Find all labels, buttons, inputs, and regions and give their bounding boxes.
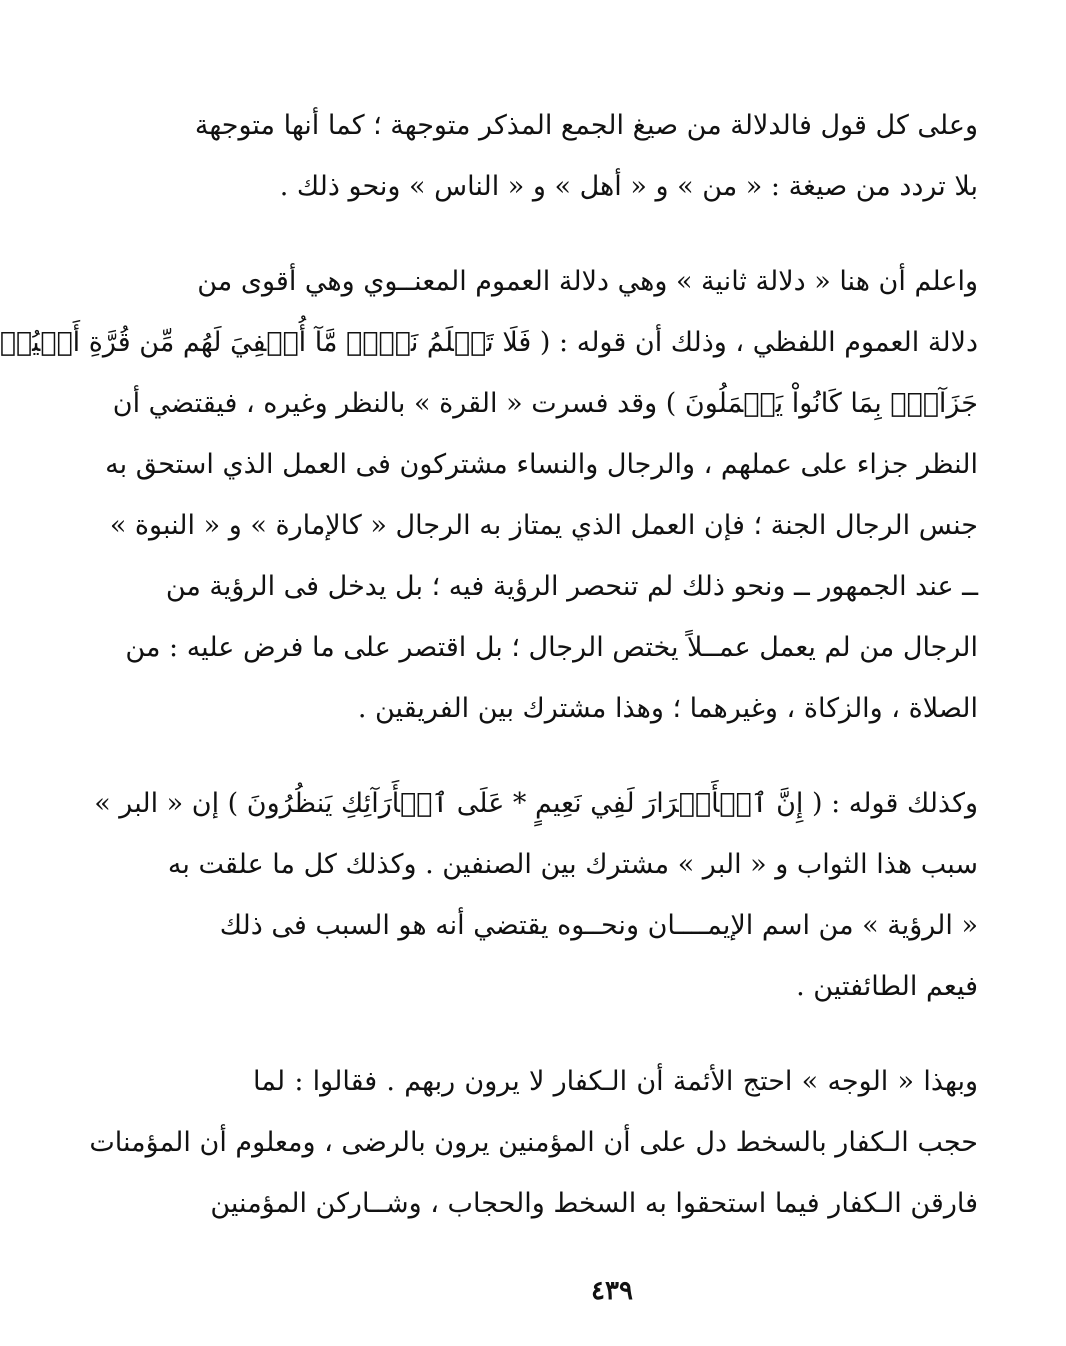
text-line-with-quran-verse: وكذلك قوله : ( إِنَّ ٱلۡأَبۡرَارَ لَفِي نَعِيمٍ * عَلَى ٱلۡأَرَآئِكِ يَنظُرُونَ ) إن « البر »	[94, 788, 978, 819]
text-line: الصلاة ، والزكاة ، وغيرهما ؛ وهذا مشترك بين الفريقين .	[357, 693, 978, 724]
text-line: سبب هذا الثواب و « البر » مشترك بين الصنفين . وكذلك كل ما علقت به	[167, 849, 978, 880]
text-line: بلا تردد من صيغة : « من » و « أهل » و « الناس » ونحو ذلك .	[279, 171, 978, 202]
text-line: الرجال من لم يعمل عمــلاً يختص الرجال ؛ بل اقتصر على ما فرض عليه : من	[125, 632, 978, 663]
paragraph-1	[194, 95, 978, 217]
text-line-with-quran-verse: دلالة العموم اللفظي ، وذلك أن قوله : ( فَلَا تَعۡلَمُ نَفۡسٞ مَّآ أُخۡفِيَ لَهُم مِّن قُرَّةِ أَعۡيُنٖ	[0, 327, 978, 358]
page-body	[0, 95, 978, 1255]
text-line: وبهذا « الوجه » احتج الأئمة أن الـكفار لا يرون ربهم . فقالوا : لما	[253, 1066, 978, 1097]
text-line: ــ عند الجمهور ــ ونحو ذلك لم تنحصر الرؤية فيه ؛ بل يدخل فى الرؤية من	[165, 571, 978, 602]
text-line: النظر جزاء على عملهم ، والرجال والنساء مشتركون فى العمل الذي استحق به	[105, 449, 978, 480]
text-line: فارقن الـكفار فيما استحقوا به السخط والحجاب ، وشــاركن المؤمنين	[210, 1188, 978, 1219]
paragraph-2	[0, 251, 978, 739]
text-line: فيعم الطائفتين .	[796, 971, 978, 1002]
text-line: حجب الـكفار بالسخط دل على أن المؤمنين يرون بالرضى ، ومعلوم أن المؤمنات	[89, 1127, 978, 1158]
text-line: جنس الرجال الجنة ؛ فإن العمل الذي يمتاز به الرجال « كالإمارة » و « النبوة »	[109, 510, 978, 541]
page-number: ٤٣٩	[591, 1276, 633, 1306]
text-line: واعلم أن هنا « دلالة ثانية » وهي دلالة العموم المعنــوي وهي أقوى من	[197, 266, 978, 297]
paragraph-3	[94, 773, 978, 1017]
paragraph-4	[89, 1051, 978, 1234]
text-line: « الرؤية » من اسم الإيمــــان ونحــوه يقتضي أنه هو السبب فى ذلك	[219, 910, 978, 941]
text-line: وعلى كل قول فالدلالة من صيغ الجمع المذكر متوجهة ؛ كما أنها متوجهة	[194, 110, 978, 141]
text-line-with-quran-verse: جَزَآءَۢ بِمَا كَانُواْ يَعۡمَلُونَ ) وقد فسرت « القرة » بالنظر وغيره ، فيقتضي أن	[112, 388, 978, 419]
